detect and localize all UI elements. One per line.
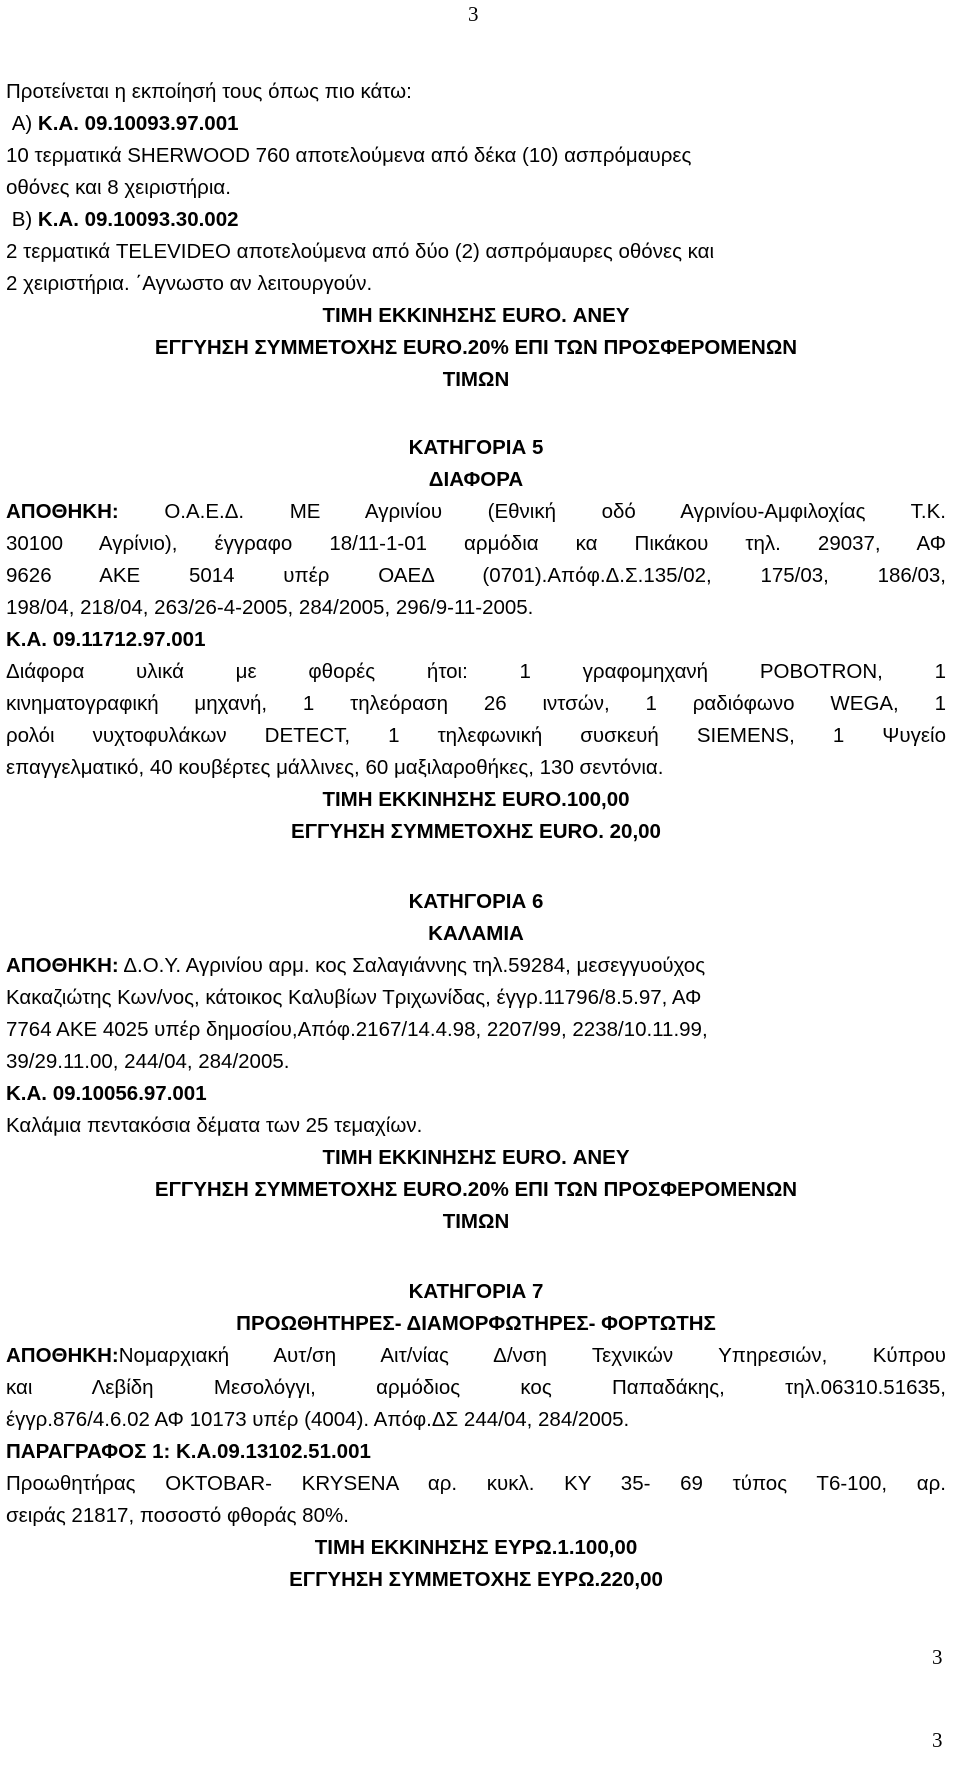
page-number-side: 3 (932, 1645, 943, 1669)
intro-guarantee-2: ΤΙΜΩΝ (442, 368, 510, 391)
cat7-desc-2: σειράς 21817, ποσοστό φθοράς 80%. (6, 1504, 349, 1527)
item-a-code (6, 108, 946, 140)
cat6-store-4: 39/29.11.00, 244/04, 284/2005. (6, 1050, 290, 1073)
cat5-store-text-1: Ο.Α.Ε.Δ. ΜΕ Αγρινίου (Εθνική οδό Αγρινίου-Αμφιλοχίας Τ.Κ. (164, 500, 946, 523)
item-a-desc-1: 10 τερματικά SHERWOOD 760 αποτελούμενα από δέκα (10) ασπρόμαυρες (6, 144, 692, 167)
cat7-price: ΤΙΜΗ ΕΚΚΙΝΗΣΗΣ ΕΥΡΩ.1.100,00 (314, 1536, 638, 1559)
item-b-prefix: Β) (11, 208, 33, 231)
cat7-title: ΚΑΤΗΓΟΡΙΑ 7 (408, 1280, 544, 1303)
cat5-store-3: 9626 ΑΚΕ 5014 υπέρ ΟΑΕΔ (0701).Απόφ.Δ.Σ.135/02, 175/03, 186/03, (6, 564, 946, 587)
cat6-price: ΤΙΜΗ ΕΚΚΙΝΗΣΗΣ EURO. ΑΝΕΥ (322, 1146, 630, 1169)
cat7-store-3: έγγρ.876/4.6.02 ΑΦ 10173 υπέρ (4004). Απόφ.ΔΣ 244/04, 284/2005. (6, 1408, 630, 1431)
cat5-guarantee: ΕΓΓΥΗΣΗ ΣΥΜΜΕΤΟΧΗΣ EURO. 20,00 (291, 820, 661, 843)
item-a-prefix: Α) (11, 112, 33, 135)
cat7-guarantee: ΕΓΓΥΗΣΗ ΣΥΜΜΕΤΟΧΗΣ ΕΥΡΩ.220,00 (289, 1568, 663, 1591)
cat6-guarantee: ΕΓΓΥΗΣΗ ΣΥΜΜΕΤΟΧΗΣ EURO.20% ΕΠΙ ΤΩΝ ΠΡΟΣΦΕΡΟΜΕΝΩΝ (154, 1178, 798, 1201)
cat7-store-text-1: Νομαρχιακή Αυτ/ση Αιτ/νίας Δ/νση Τεχνικών Υπηρεσιών, Κύπρου (118, 1344, 946, 1367)
cat6-subtitle: ΚΑΛΑΜΙΑ (428, 922, 524, 945)
cat6-store-2: Κακαζιώτης Κων/νος, κάτοικος Καλυβίων Τριχωνίδας, έγγρ.11796/8.5.97, ΑΦ (6, 986, 702, 1009)
item-b-desc-1: 2 τερματικά TELEVIDEO αποτελούμενα από δύο (2) ασπρόμαυρες οθόνες και (6, 240, 715, 263)
cat5-store-1 (6, 496, 946, 528)
cat6-title: ΚΑΤΗΓΟΡΙΑ 6 (408, 890, 544, 913)
cat7-store-1 (6, 1340, 946, 1372)
item-a-desc-2: οθόνες και 8 χειριστήρια. (6, 176, 231, 199)
item-b-desc-2: 2 χειριστήρια. ΄Αγνωστο αν λειτουργούν. (6, 272, 373, 295)
cat6-store-3: 7764 ΑΚΕ 4025 υπέρ δημοσίου,Απόφ.2167/14.4.98, 2207/99, 2238/10.11.99, (6, 1018, 708, 1041)
cat6-store-text-1: Δ.Ο.Υ. Αγρινίου αρμ. κος Σαλαγιάννης τηλ.59284, μεσεγγυούχος (123, 954, 706, 977)
cat7-store-2: και Λεβίδη Μεσολόγγι, αρμόδιος κος Παπαδάκης, τηλ.06310.51635, (6, 1376, 946, 1399)
cat7-store-label: ΑΠΟΘΗΚΗ: (6, 1344, 119, 1367)
cat6-guarantee-2: ΤΙΜΩΝ (442, 1210, 510, 1233)
page-number-top: 3 (468, 2, 479, 26)
cat6-store-1 (6, 950, 946, 982)
cat5-desc-2: κινηματογραφική μηχανή, 1 τηλεόραση 26 ιντσών, 1 ραδιόφωνο WEGA, 1 (6, 692, 946, 715)
cat5-code: Κ.Α. 09.11712.97.001 (6, 628, 206, 651)
intro-guarantee: ΕΓΓΥΗΣΗ ΣΥΜΜΕΤΟΧΗΣ EURO.20% ΕΠΙ ΤΩΝ ΠΡΟΣΦΕΡΟΜΕΝΩΝ (154, 336, 798, 359)
cat6-code: Κ.Α. 09.10056.97.001 (6, 1082, 207, 1105)
document-body (6, 76, 946, 1596)
cat7-subtitle: ΠΡΟΩΘΗΤΗΡΕΣ- ΔΙΑΜΟΡΦΩΤΗΡΕΣ- ΦΟΡΤΩΤΗΣ (236, 1312, 716, 1335)
cat7-paragraph: ΠΑΡΑΓΡΑΦΟΣ 1: Κ.Α.09.13102.51.001 (6, 1440, 371, 1463)
cat5-store-2: 30100 Αγρίνιο), έγγραφο 18/11-1-01 αρμόδια κα Πικάκου τηλ. 29037, ΑΦ (6, 532, 946, 555)
item-b-code (6, 204, 946, 236)
cat5-price: ΤΙΜΗ ΕΚΚΙΝΗΣΗΣ EURO.100,00 (322, 788, 630, 811)
cat5-desc-3: ρολόι νυχτοφυλάκων DETECT, 1 τηλεφωνική συσκευή SIEMENS, 1 Ψυγείο (6, 724, 946, 747)
cat5-desc-1: Διάφορα υλικά με φθορές ήτοι: 1 γραφομηχανή ΡΟΒΟΤRON, 1 (6, 660, 946, 683)
cat6-desc-1: Καλάμια πεντακόσια δέματα των 25 τεμαχίων. (6, 1114, 423, 1137)
cat6-store-label: ΑΠΟΘΗΚΗ: (6, 954, 119, 977)
intro-line: Προτείνεται η εκποίησή τους όπως πιο κάτω: (6, 80, 412, 103)
cat7-desc-1: Προωθητήρας OKTOBAR- KRYSENA αρ. κυκλ. ΚΥ 35- 69 τύπος Τ6-100, αρ. (6, 1472, 946, 1495)
cat5-title: ΚΑΤΗΓΟΡΙΑ 5 (408, 436, 544, 459)
cat5-desc-4: επαγγελματικό, 40 κουβέρτες μάλλινες, 60 μαξιλαροθήκες, 130 σεντόνια. (6, 756, 664, 779)
cat5-subtitle: ΔΙΑΦΟΡΑ (428, 468, 524, 491)
page-number-bottom: 3 (932, 1728, 943, 1752)
cat5-store-label: ΑΠΟΘΗΚΗ: (6, 500, 119, 523)
item-b-code-value: Κ.Α. 09.10093.30.002 (37, 208, 239, 231)
intro-price: ΤΙΜΗ ΕΚΚΙΝΗΣΗΣ EURO. ΑΝΕΥ (322, 304, 630, 327)
cat5-store-4: 198/04, 218/04, 263/26-4-2005, 284/2005, 296/9-11-2005. (6, 596, 534, 619)
item-a-code-value: Κ.Α. 09.10093.97.001 (37, 112, 239, 135)
